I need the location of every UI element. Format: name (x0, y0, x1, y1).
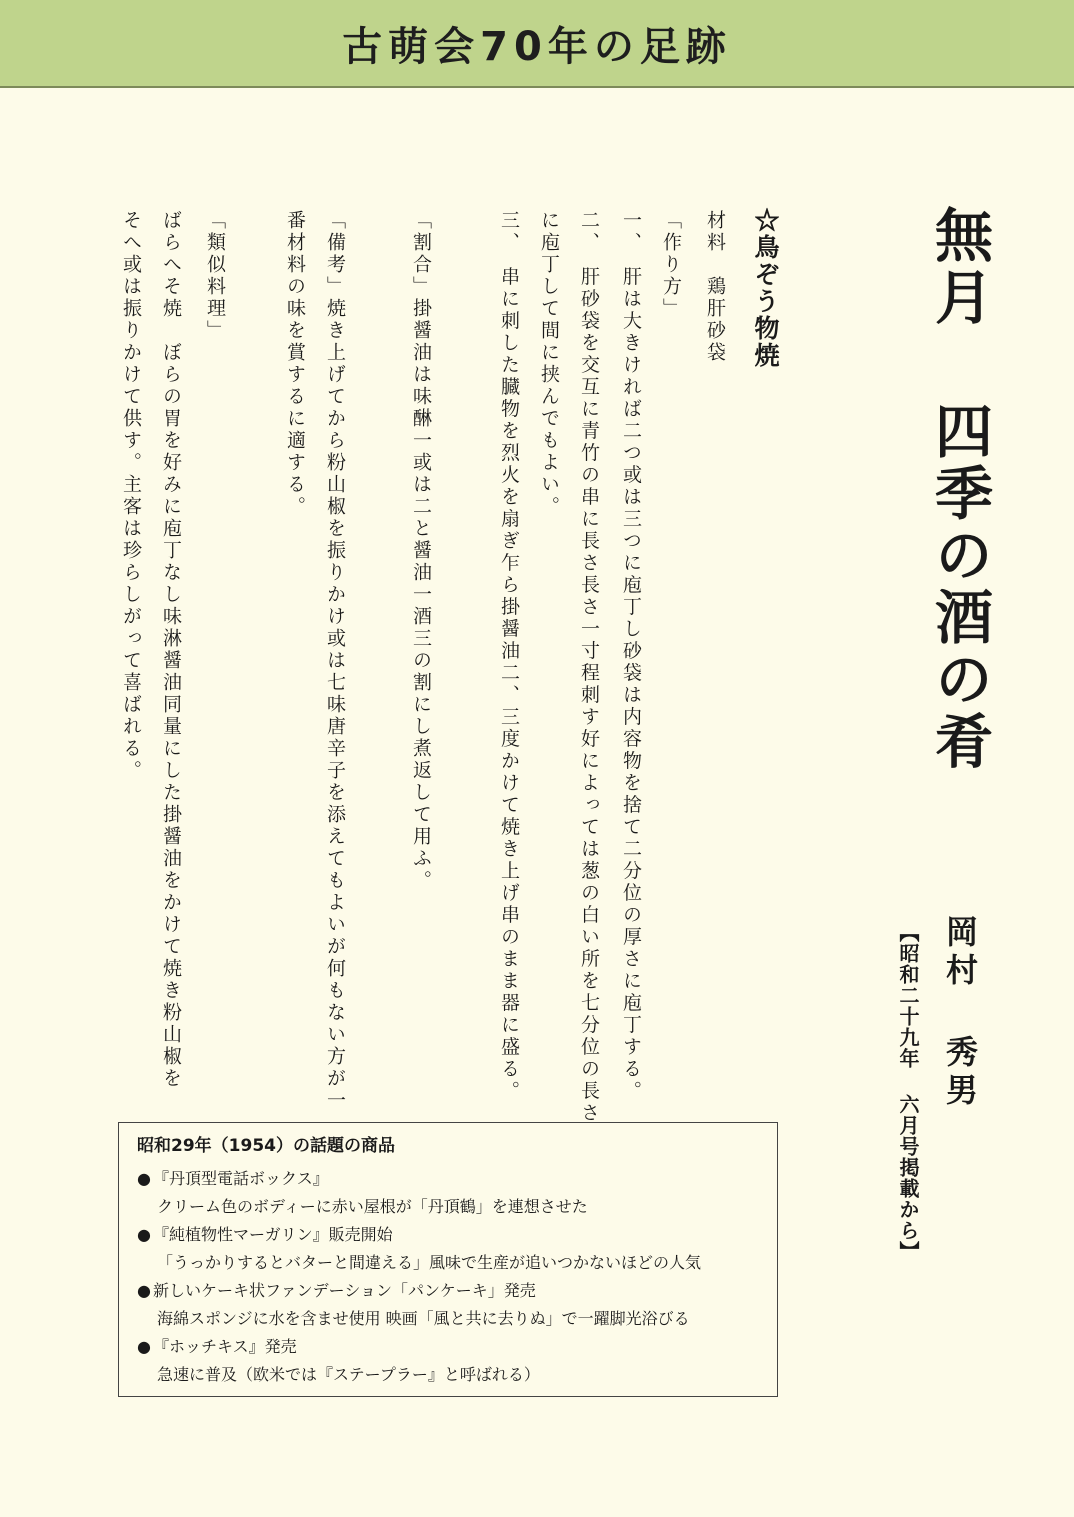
topics-title: 昭和29年（1954）の話題の商品 (137, 1136, 395, 1156)
remarks-cont: 番材料の味を賞するに適する。 (284, 210, 306, 518)
source-note: 【昭和二十九年 六月号掲載から】 (896, 922, 920, 1262)
header-title: 古萌会70年の足跡 (342, 23, 732, 70)
topic-item-detail: 「うっかりするとバターと間違える」風味で生産が追いつかないほどの人気 (157, 1253, 702, 1272)
topic-item-detail: クリーム色のボディーに赤い屋根が「丹頂鶴」を連想させた (157, 1197, 588, 1216)
step-1: 一、 肝は大きければ二つ或は三つに庖丁し砂袋は内容物を捨て二分位の厚さに庖丁する。 (620, 210, 642, 1103)
topic-item-head: ● 『ホッチキス』発売 (137, 1333, 759, 1361)
step-2: 二、 肝砂袋を交互に青竹の串に長さ長さ一寸程刺す好によっては葱の白い所を七分位の長さ (578, 210, 600, 1125)
topic-item-head: ● 『純植物性マーガリン』販売開始 (137, 1221, 759, 1249)
remarks-note: 「備考」焼き上げてから粉山椒を振りかけ或は七味唐辛子を添えてもよいが何もない方が一 (324, 210, 346, 1112)
recipe-title: ☆鳥ぞう物焼 (751, 207, 780, 369)
topic-item-detail: 海綿スポンジに水を含ませ使用 映画「風と共に去りぬ」で一躍脚光浴びる (157, 1309, 690, 1328)
similar-dish-text: ばらへそ焼 ぼらの胃を好みに庖丁なし味淋醤油同量にした掛醤油をかけて焼き粉山椒を (160, 210, 182, 1090)
topic-item-detail: 急速に普及（欧米では『ステープラー』と呼ばれる） (157, 1365, 540, 1384)
author-name: 岡村 秀男 (941, 915, 979, 1111)
header-band (0, 0, 1074, 88)
ingredients-line: 材料 鶏肝砂袋 (704, 210, 726, 364)
similar-dish-heading: 「類似料理」 (204, 210, 226, 342)
method-heading: 「作り方」 (660, 210, 682, 320)
article-title: 無月 四季の酒の肴 (925, 205, 993, 773)
similar-dish-cont: そへ或は振りかけて供す。主客は珍らしがって喜ばれる。 (120, 210, 142, 782)
topic-item-head: ● 『丹頂型電話ボックス』 (137, 1165, 759, 1193)
step-2-cont: に庖丁して間に挟んでもよい。 (538, 210, 560, 518)
step-3: 三、 串に刺した臓物を烈火を扇ぎ乍ら掛醤油二、三度かけて焼き上げ串のまま器に盛る。 (498, 210, 520, 1103)
topics-box (118, 1122, 778, 1397)
topic-item-head: ● 新しいケーキ状ファンデーション「パンケーキ」発売 (137, 1277, 759, 1305)
ratio-note: 「割合」掛醤油は味醂一或は二と醤油一酒三の割にし煮返して用ふ。 (410, 210, 432, 892)
